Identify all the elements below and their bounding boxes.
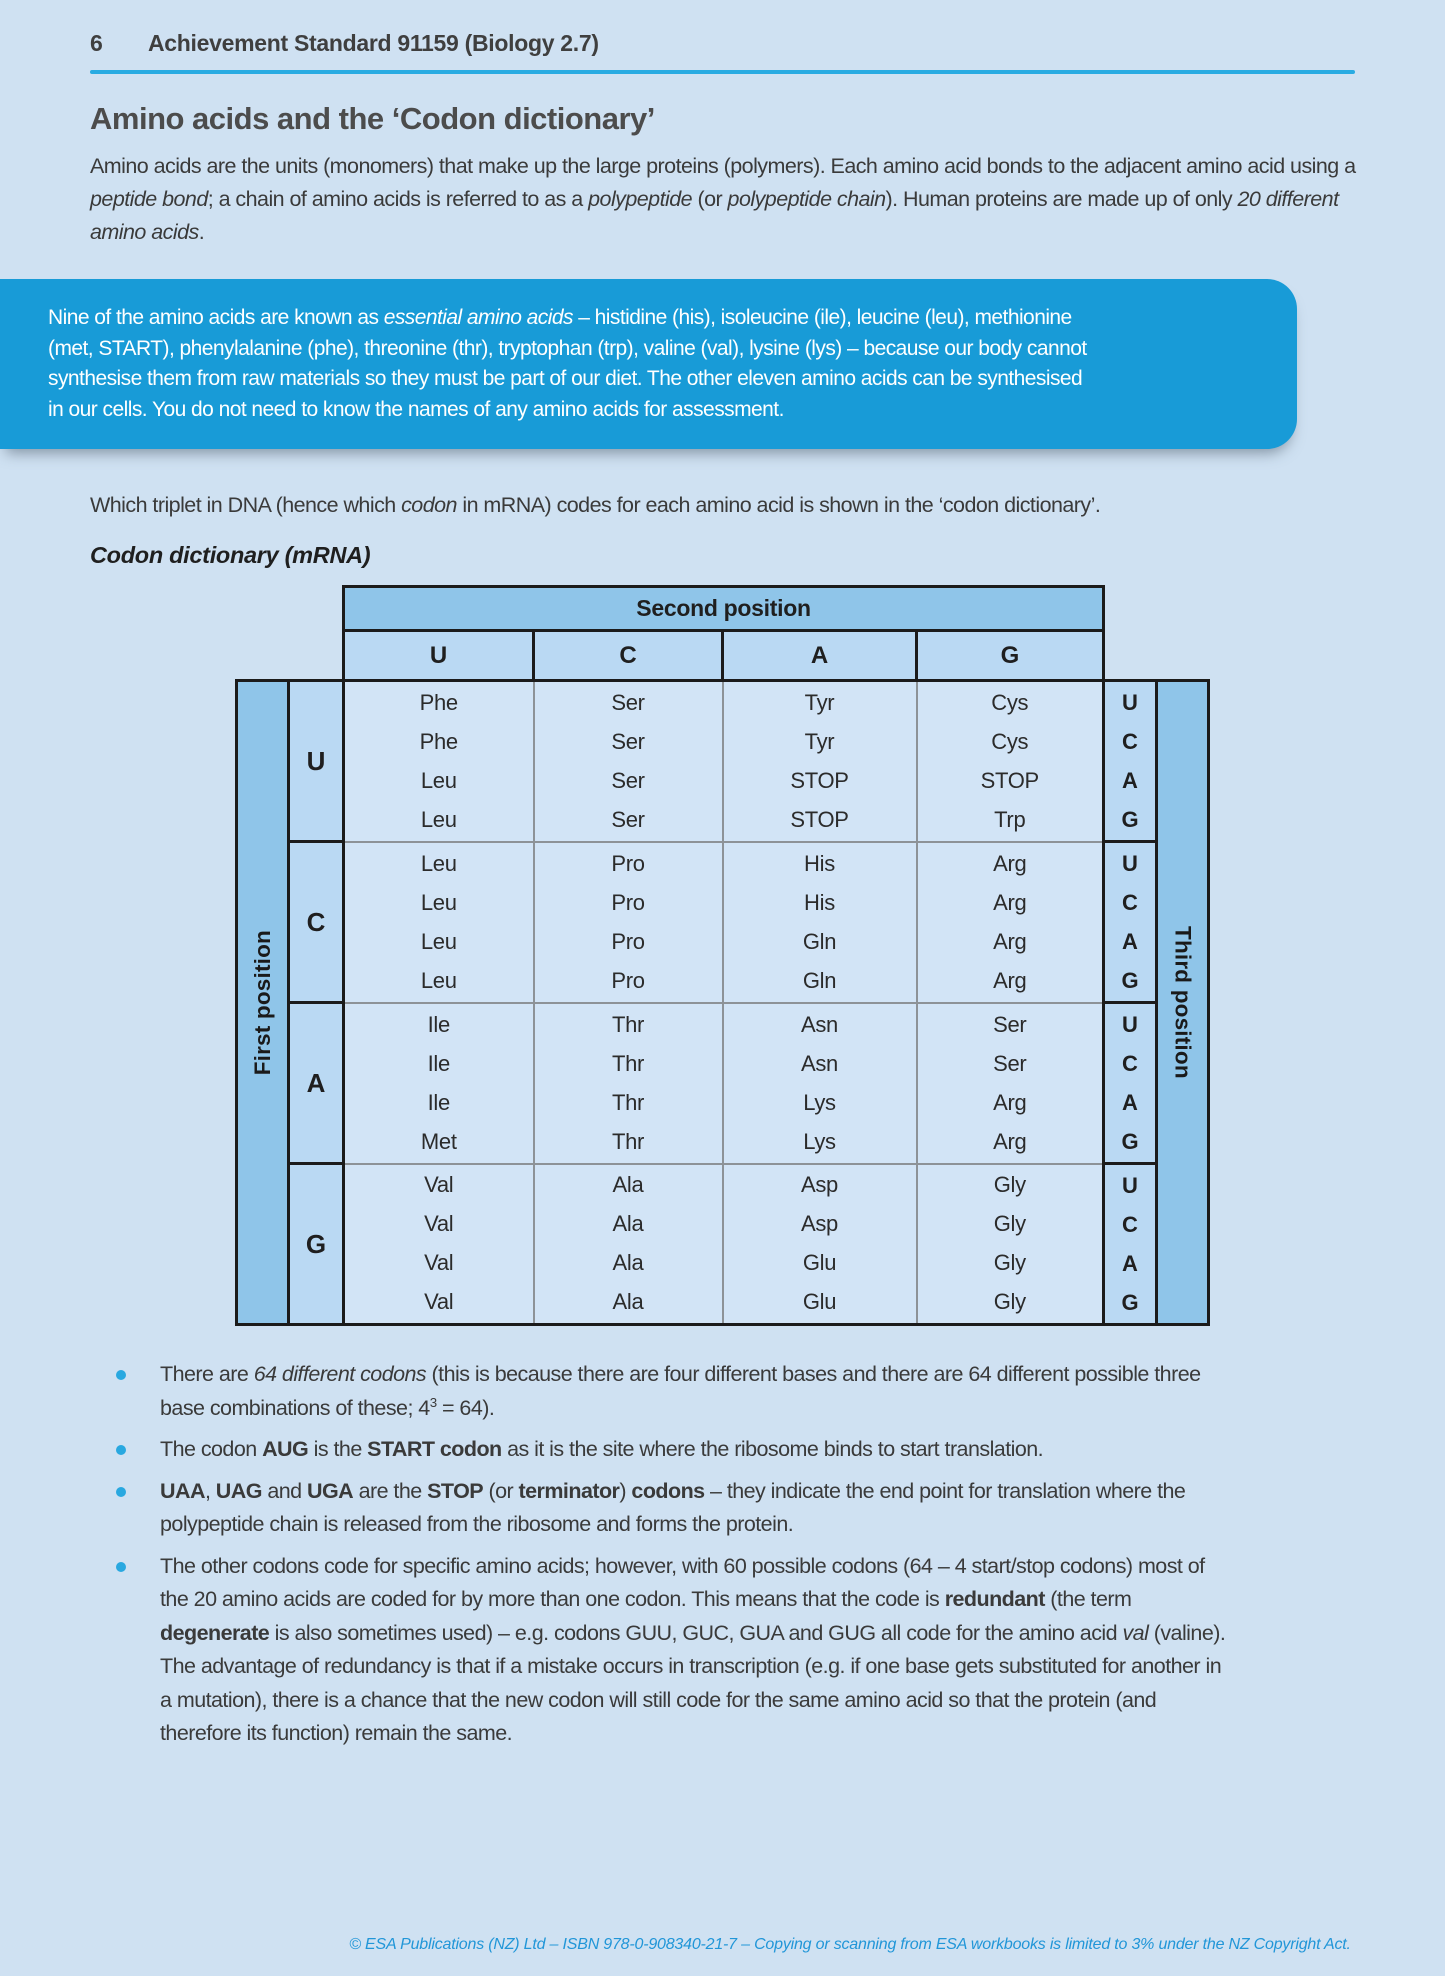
standard-title: Achievement Standard 91159 (Biology 2.7) — [148, 30, 599, 56]
third-position-letter: U — [1122, 689, 1138, 715]
amino-acid-value: Ser — [993, 1050, 1027, 1076]
table-row-group-A — [237, 1003, 1209, 1164]
third-position-letter: G — [1121, 1128, 1139, 1154]
table-row-group-G — [237, 1164, 1209, 1325]
amino-acid-value: Ala — [612, 1289, 644, 1315]
codon-lead-paragraph: Which triplet in DNA (hence which codon in mRNA) codes for each amino acid is shown in the ‘codon dictionary’. — [90, 493, 1101, 517]
third-position-letters-C — [1104, 842, 1157, 1003]
callout-text: Nine of the amino acids are known as essential amino acids – histidine (his), isoleucine (ile), leucine (leu), methionine (met, START), phenylalanine (phe), threonine (thr), tryptophan (trp), valine (val), lysine (lys) – because our body cannot synthesise them from raw materials so they must be part of our diet. The other eleven amino acids can be synthesised in our cells. You do not need to know the names of any amino acids for assessment. — [48, 306, 1087, 421]
table-blank-cell — [1104, 631, 1209, 681]
codon-cell-C-G — [917, 842, 1104, 1003]
amino-acid-value: Tyr — [804, 728, 835, 754]
amino-acid-value: Ala — [612, 1211, 644, 1237]
first-position-letter-U: U — [289, 681, 344, 842]
bullet-item-4 — [90, 1550, 1355, 1751]
third-position-letter: A — [1122, 928, 1138, 954]
first-position-letter-A: A — [289, 1003, 344, 1164]
bullet-dot — [116, 1562, 126, 1572]
page-number: 6 — [90, 30, 103, 56]
amino-acid-value: Met — [420, 1128, 457, 1154]
codon-cell-C-A — [723, 842, 917, 1003]
amino-acid-value: Leu — [420, 928, 457, 954]
codon-cell-C-U — [344, 842, 534, 1003]
bullet-item-2 — [90, 1433, 1355, 1467]
amino-acid-value: Arg — [993, 850, 1027, 876]
codon-dictionary-table — [235, 585, 1210, 1326]
amino-acid-value: Gly — [993, 1250, 1026, 1276]
third-position-letter: U — [1122, 850, 1138, 876]
third-position-letters-G — [1104, 1164, 1157, 1325]
bullet-text: The other codons code for specific amino acids; however, with 60 possible codons (64 – 4 start/stop codons) most of the 20 amino acids are coded for by more than one codon. This means that the code is redundant (the term degenerate is also sometimes used) – e.g. codons GUU, GUC, GUA and GUG all code for the amino acid val (valine). The advantage of redundancy is that if a mistake occurs in transcription (e.g. if one base gets substituted for another in a mutation), there is a chance that the new codon will still code for the same amino acid so that the protein (and therefore its function) remain the same. — [160, 1553, 1226, 1745]
amino-acid-value: Ile — [427, 1089, 450, 1115]
amino-acid-value: STOP — [790, 767, 849, 793]
third-position-letter: C — [1122, 1211, 1138, 1237]
second-position-col-header-U: U — [344, 631, 534, 681]
third-position-letter: C — [1122, 1050, 1138, 1076]
table-blank-cell — [237, 631, 344, 681]
amino-acid-value: Gly — [993, 1289, 1026, 1315]
third-position-letters-A — [1104, 1003, 1157, 1164]
codon-cell-U-U — [344, 681, 534, 842]
amino-acid-value: Ile — [427, 1011, 450, 1037]
amino-acid-value: Leu — [420, 806, 457, 832]
amino-acid-value: Gln — [802, 967, 837, 993]
amino-acid-value: Arg — [993, 967, 1027, 993]
bullet-dot — [116, 1370, 126, 1380]
amino-acid-value: Leu — [420, 889, 457, 915]
amino-acid-value: Pro — [611, 967, 645, 993]
amino-acid-value: Thr — [611, 1050, 645, 1076]
amino-acid-value: Ser — [993, 1011, 1027, 1037]
second-position-col-header-A: A — [723, 631, 917, 681]
amino-acid-value: Arg — [993, 1128, 1027, 1154]
amino-acid-value: Asp — [800, 1172, 838, 1198]
bullet-text: UAA, UAG and UGA are the STOP (or terminator) codons – they indicate the end point for translation where the polypeptide chain is released from the ribosome and forms the protein. — [160, 1478, 1186, 1536]
third-position-letter: U — [1122, 1172, 1138, 1198]
bullet-text: There are 64 different codons (this is because there are four different bases and there are 64 different possible three base combinations of these; $4^3 = 64$). — [160, 1362, 1201, 1420]
amino-acid-value: Arg — [993, 928, 1027, 954]
third-position-letter: A — [1122, 767, 1138, 793]
third-position-letters-U — [1104, 681, 1157, 842]
amino-acid-value: Asp — [800, 1211, 838, 1237]
table-row — [237, 587, 1209, 631]
codon-cell-A-A — [723, 1003, 917, 1164]
codon-cell-G-G — [917, 1164, 1104, 1325]
first-position-letter-C: C — [289, 842, 344, 1003]
codon-table-title: Codon dictionary (mRNA) — [90, 542, 371, 568]
amino-acid-value: Glu — [802, 1250, 837, 1276]
amino-acid-value: Pro — [611, 928, 645, 954]
bullet-dot — [116, 1487, 126, 1497]
section-title: Amino acids and the ‘Codon dictionary’ — [90, 101, 655, 136]
amino-acid-value: Pro — [611, 850, 645, 876]
amino-acid-value: Gln — [802, 928, 837, 954]
first-position-label — [237, 681, 289, 1325]
intro-paragraph: Amino acids are the units (monomers) that make up the large proteins (polymers). Each amino acid bonds to the adjacent amino acid using a peptide bond; a chain of amino acids is referred to as a polypeptide (or polypeptide chain). Human proteins are made up of only 20 different amino acids. — [90, 154, 1356, 244]
amino-acid-value: Thr — [611, 1089, 645, 1115]
amino-acid-value: Lys — [803, 1128, 836, 1154]
amino-acid-value: Leu — [420, 967, 457, 993]
notes-bullet-list — [90, 1358, 1355, 1751]
amino-acid-value: Tyr — [804, 689, 835, 715]
third-position-letter: G — [1121, 967, 1139, 993]
amino-acid-value: Phe — [419, 689, 458, 715]
third-position-label-text: Third position — [1170, 926, 1196, 1079]
amino-acid-value: Ala — [612, 1172, 644, 1198]
essential-amino-acids-callout — [0, 279, 1297, 449]
amino-acid-value: Asn — [800, 1050, 838, 1076]
codon-cell-A-U — [344, 1003, 534, 1164]
amino-acid-value: Pro — [611, 889, 645, 915]
amino-acid-value: His — [804, 850, 835, 876]
amino-acid-value: Glu — [802, 1289, 837, 1315]
amino-acid-value: Lys — [803, 1089, 836, 1115]
table-row — [237, 631, 1209, 681]
third-position-letter: G — [1121, 1289, 1139, 1315]
second-position-header: Second position — [344, 587, 1104, 631]
codon-cell-U-A — [723, 681, 917, 842]
first-position-letter-G: G — [289, 1164, 344, 1325]
amino-acid-value: Ser — [611, 767, 645, 793]
codon-cell-C-C — [534, 842, 723, 1003]
codon-cell-G-C — [534, 1164, 723, 1325]
amino-acid-value: Val — [424, 1172, 454, 1198]
first-position-label-text: First position — [249, 929, 275, 1076]
amino-acid-value: His — [804, 889, 835, 915]
codon-cell-A-C — [534, 1003, 723, 1164]
third-position-label — [1157, 681, 1209, 1325]
amino-acid-value: Arg — [993, 889, 1027, 915]
amino-acid-value: Thr — [611, 1128, 645, 1154]
codon-cell-G-U — [344, 1164, 534, 1325]
third-position-letter: G — [1121, 806, 1139, 832]
third-position-letter: C — [1122, 728, 1138, 754]
amino-acid-value: Trp — [994, 806, 1026, 832]
second-position-col-header-G: G — [917, 631, 1104, 681]
amino-acid-value: Phe — [419, 728, 458, 754]
amino-acid-value: Leu — [420, 767, 457, 793]
amino-acid-value: Val — [424, 1211, 454, 1237]
bullet-item-3 — [90, 1475, 1355, 1542]
page-footer: © ESA Publications (NZ) Ltd – ISBN 978-0-908340-21-7 – Copying or scanning from ESA workbooks is limited to 3% under the NZ Copyright Act. — [349, 1936, 1351, 1953]
codon-cell-U-C — [534, 681, 723, 842]
bullet-dot — [116, 1445, 126, 1455]
amino-acid-value: Arg — [993, 1089, 1027, 1115]
table-row-group-U — [237, 681, 1209, 842]
amino-acid-value: Gly — [993, 1172, 1026, 1198]
page-header — [90, 30, 1355, 57]
codon-cell-A-G — [917, 1003, 1104, 1164]
amino-acid-value: Ala — [612, 1250, 644, 1276]
amino-acid-value: Gly — [993, 1211, 1026, 1237]
table-blank-cell — [237, 587, 344, 631]
table-row-group-C — [237, 842, 1209, 1003]
amino-acid-value: Ser — [611, 806, 645, 832]
amino-acid-value: Ser — [611, 689, 645, 715]
third-position-letter: C — [1122, 889, 1138, 915]
amino-acid-value: Ser — [611, 728, 645, 754]
amino-acid-value: Thr — [611, 1011, 645, 1037]
amino-acid-value: STOP — [790, 806, 849, 832]
amino-acid-value: Val — [424, 1289, 454, 1315]
amino-acid-value: Cys — [991, 689, 1029, 715]
bullet-text: The codon AUG is the START codon as it is the site where the ribosome binds to start translation. — [160, 1437, 1044, 1461]
header-rule — [90, 70, 1355, 74]
third-position-letter: A — [1122, 1250, 1138, 1276]
amino-acid-value: Asn — [800, 1011, 838, 1037]
third-position-letter: U — [1122, 1011, 1138, 1037]
amino-acid-value: Cys — [991, 728, 1029, 754]
codon-cell-U-G — [917, 681, 1104, 842]
codon-cell-G-A — [723, 1164, 917, 1325]
second-position-col-header-C: C — [534, 631, 723, 681]
amino-acid-value: Val — [424, 1250, 454, 1276]
third-position-letter: A — [1122, 1089, 1138, 1115]
table-blank-cell — [1104, 587, 1209, 631]
amino-acid-value: Ile — [427, 1050, 450, 1076]
amino-acid-value: STOP — [980, 767, 1039, 793]
bullet-item-1 — [90, 1358, 1355, 1425]
amino-acid-value: Leu — [420, 850, 457, 876]
